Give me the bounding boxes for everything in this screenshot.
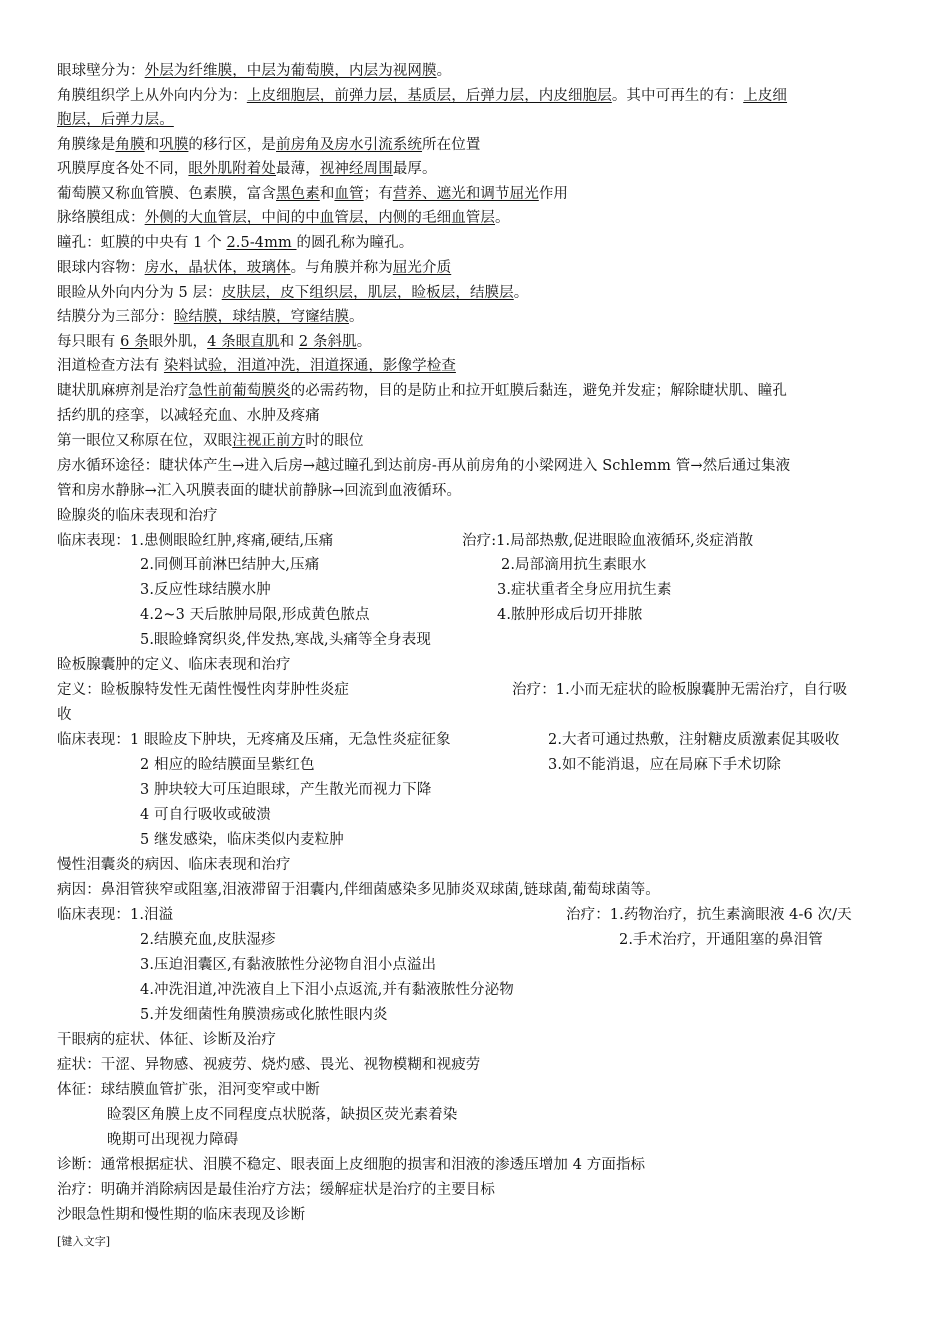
text-line [57, 61, 451, 81]
section-heading [57, 1030, 276, 1050]
text-run: 3.压迫泪囊区,有黏液脓性分泌物自泪小点溢出 [140, 957, 437, 973]
underlined-term: 血管 [334, 186, 364, 202]
text-run: ；有 [363, 186, 393, 202]
text-line [57, 406, 320, 426]
text-run: 括约肌的痉挛，以减轻充血、水肿及疼痛 [57, 408, 320, 424]
text-line [57, 431, 364, 451]
text-run: 。 [495, 210, 510, 226]
text-line [57, 705, 72, 725]
underlined-term: 注视正前方 [232, 433, 306, 449]
text-run: 收 [57, 707, 72, 723]
underlined-term: 2.5-4mm [226, 235, 297, 251]
text-run: 角膜缘是 [57, 137, 116, 153]
text-line [140, 580, 271, 600]
text-line [107, 1105, 457, 1125]
text-line [140, 1005, 388, 1025]
text-run: 治疗:1.局部热敷,促进眼睑血液循环,炎症消散 [462, 533, 754, 549]
text-run: 3.反应性球结膜水肿 [140, 582, 271, 598]
underlined-term: 上皮细 [743, 88, 788, 104]
text-run: 4.脓肿形成后切开排脓 [497, 607, 643, 623]
text-line [57, 307, 364, 327]
text-run: 睑腺炎的临床表现和治疗 [57, 508, 218, 524]
underlined-term: 角膜 [115, 137, 145, 153]
text-run: 巩膜厚度各处不同， [57, 161, 189, 177]
text-run: 临床表现：1.泪溢 [57, 907, 174, 923]
text-line [140, 830, 344, 850]
text-line [548, 730, 839, 750]
underlined-term: 外侧的大血管层，中间的中血管层，内侧的毛细血管层 [144, 210, 496, 226]
underlined-term: 前房角及房水引流系统 [276, 137, 423, 153]
text-line [57, 1055, 480, 1075]
text-line [57, 258, 451, 278]
text-line [57, 1080, 320, 1100]
text-line [512, 680, 847, 700]
text-line [107, 1130, 238, 1150]
text-run: 临床表现：1.患侧眼睑红肿,疼痛,硬结,压痛 [57, 533, 334, 549]
text-run: 干眼病的症状、体征、诊断及治疗 [57, 1032, 276, 1048]
text-run: 治疗：明确并消除病因是最佳治疗方法；缓解症状是治疗的主要目标 [57, 1182, 495, 1198]
underlined-term: 2 条斜肌 [298, 334, 357, 350]
text-run: 2 相应的睑结膜面呈紫红色 [140, 757, 315, 773]
text-run: 第一眼位又称原在位，双眼 [57, 433, 233, 449]
text-line [57, 481, 461, 501]
text-run: 睫状肌麻痹剂是治疗 [57, 383, 189, 399]
underlined-term: 睑结膜，球结膜，穹窿结膜 [173, 309, 350, 325]
text-line [57, 1180, 495, 1200]
text-run: 沙眼急性期和慢性期的临床表现及诊断 [57, 1207, 306, 1223]
text-run: 房水循环途径：睫状体产生→进入后房→越过瞳孔到达前房-再从前房角的小梁网进入 Schlemm 管→然后通过集液 [57, 458, 791, 474]
text-line [497, 580, 672, 600]
text-run: 的移行区，是 [188, 137, 277, 153]
text-run: 诊断：通常根据症状、泪膜不稳定、眼表面上皮细胞的损害和泪液的渗透压增加 4 方面指标 [57, 1157, 646, 1173]
underlined-term: 胞层，后弹力层。 [57, 112, 174, 128]
text-line [548, 755, 781, 775]
text-run: 。与角膜并称为 [290, 260, 393, 276]
text-run: 时的眼位 [305, 433, 364, 449]
text-line [140, 930, 276, 950]
text-run: 睑板腺囊肿的定义、临床表现和治疗 [57, 657, 291, 673]
text-run: 的圆孔称为瞳孔。 [296, 235, 414, 251]
text-line [57, 531, 333, 551]
text-run: 慢性泪囊炎的病因、临床表现和治疗 [57, 857, 291, 873]
footer-placeholder: [键入文字] [57, 1235, 111, 1248]
text-line [57, 135, 480, 155]
text-run: 的必需药物，目的是防止和拉开虹膜后黏连，避免并发症；解除睫状肌、瞳孔 [290, 383, 788, 399]
text-run: 治疗：1.小而无症状的睑板腺囊肿无需治疗，自行吸 [512, 682, 848, 698]
text-line [140, 780, 431, 800]
text-run: 泪道检查方法有 [57, 358, 164, 374]
text-line [57, 233, 413, 253]
underlined-term: 外层为纤维膜，中层为葡萄膜，内层为视网膜 [144, 63, 437, 79]
underlined-term: 视神经周围 [319, 161, 393, 177]
text-line [57, 86, 787, 106]
underlined-term: 皮肤层，皮下组织层，肌层，睑板层，结膜层 [221, 285, 514, 301]
text-line [57, 880, 660, 900]
text-line [57, 730, 451, 750]
text-run: 3 肿块较大可压迫眼球，产生散光而视力下降 [140, 782, 432, 798]
text-line [57, 283, 528, 303]
text-line [57, 381, 787, 401]
section-heading [57, 1205, 305, 1225]
text-run: 睑裂区角膜上皮不同程度点状脱落，缺损区荧光素着染 [107, 1107, 458, 1123]
text-run: 结膜分为三部分： [57, 309, 174, 325]
text-run: 作用 [538, 186, 569, 202]
text-line [619, 930, 823, 950]
text-run: 眼睑从外向内分为 5 层： [57, 285, 222, 301]
text-line [57, 456, 790, 476]
underlined-term: 房水，晶状体，玻璃体 [144, 260, 291, 276]
text-run: 。 [513, 285, 529, 301]
text-run: 眼外肌， [148, 334, 208, 350]
section-heading [57, 855, 291, 875]
underlined-term: 营养、遮光和调节屈光 [392, 186, 539, 202]
text-run: 和 [319, 186, 335, 202]
text-run: 。 [436, 63, 452, 79]
text-run: 体征：球结膜血管扩张，泪河变窄或中断 [57, 1082, 320, 1098]
text-line [57, 184, 568, 204]
text-line [57, 110, 174, 130]
underlined-term: 6 条 [120, 334, 149, 350]
underlined-term: 黑色素 [276, 186, 320, 202]
text-run: 临床表现：1 眼睑皮下肿块，无疼痛及压痛，无急性炎症征象 [57, 732, 451, 748]
text-line [140, 955, 436, 975]
text-line [497, 605, 642, 625]
underlined-term: 4 条眼直肌 [207, 334, 280, 350]
text-run: 5.并发细菌性角膜溃疡或化脓性眼内炎 [140, 1007, 388, 1023]
text-line [140, 805, 271, 825]
text-run: 和 [279, 334, 299, 350]
text-run: 5.眼睑蜂窝织炎,伴发热,寒战,头痛等全身表现 [140, 632, 431, 648]
text-line [57, 208, 510, 228]
text-run: 2.手术治疗，开通阻塞的鼻泪管 [619, 932, 823, 948]
text-run: 2.大者可通过热敷，注射糖皮质激素促其吸收 [548, 732, 840, 748]
text-run: 所在位置 [422, 137, 481, 153]
text-line [57, 332, 371, 352]
underlined-term: 屈光介质 [392, 260, 452, 276]
text-line [57, 159, 437, 179]
text-run: 。 [349, 309, 364, 325]
underlined-term: 急性前葡萄膜炎 [188, 383, 291, 399]
text-line [140, 630, 431, 650]
underlined-term: 眼外肌附着处 [188, 161, 277, 177]
text-line [140, 605, 370, 625]
text-line [140, 980, 514, 1000]
text-line [462, 531, 753, 551]
text-run: 晚期可出现视力障碍 [107, 1132, 239, 1148]
text-run: 。 [356, 334, 372, 350]
underlined-term: 染料试验，泪道冲洗，泪道探通，影像学检查 [163, 358, 456, 374]
text-run: 葡萄膜又称血管膜、色素膜，富含 [57, 186, 276, 202]
text-run: 4.冲洗泪道,冲洗液自上下泪小点返流,并有黏液脓性分泌物 [140, 982, 514, 998]
text-run: 瞳孔：虹膜的中央有 1 个 [57, 235, 227, 251]
text-run: 最薄， [276, 161, 320, 177]
text-run: 4 可自行吸收或破溃 [140, 807, 271, 823]
text-line [140, 755, 315, 775]
section-heading [57, 655, 291, 675]
text-run: 2.结膜充血,皮肤湿疹 [140, 932, 276, 948]
text-run: 3.如不能消退，应在局麻下手术切除 [548, 757, 782, 773]
underlined-term: 巩膜 [159, 137, 189, 153]
text-run: 和 [144, 137, 160, 153]
text-run: 定义：睑板腺特发性无菌性慢性肉芽肿性炎症 [57, 682, 349, 698]
text-run: 3.症状重者全身应用抗生素 [497, 582, 672, 598]
text-line [57, 680, 349, 700]
text-run: 眼球内容物： [57, 260, 145, 276]
underlined-term: 上皮细胞层，前弹力层，基质层，后弹力层，内皮细胞层 [246, 88, 612, 104]
text-run: 治疗：1.药物治疗，抗生素滴眼液 4-6 次/天 [566, 907, 852, 923]
text-run: 每只眼有 [57, 334, 121, 350]
text-line [57, 1155, 645, 1175]
section-heading [57, 506, 218, 526]
text-run: 症状：干涩、异物感、视疲劳、烧灼感、畏光、视物模糊和视疲劳 [57, 1057, 481, 1073]
text-run: 脉络膜组成： [57, 210, 145, 226]
text-run: 2.同侧耳前淋巴结肿大,压痛 [140, 557, 320, 573]
text-line [566, 905, 852, 925]
text-run: 2.局部滴用抗生素眼水 [501, 557, 647, 573]
text-line [57, 356, 456, 376]
text-run: 角膜组织学上从外向内分为： [57, 88, 247, 104]
text-line [140, 555, 319, 575]
text-line [57, 905, 173, 925]
text-run: 最厚。 [392, 161, 437, 177]
text-run: 管和房水静脉→汇入巩膜表面的睫状前静脉→回流到血液循环。 [57, 483, 462, 499]
text-run: 眼球壁分为： [57, 63, 145, 79]
text-run: 。其中可再生的有： [611, 88, 744, 104]
text-run: 病因：鼻泪管狭窄或阻塞,泪液滞留于泪囊内,伴细菌感染多见肺炎双球菌,链球菌,葡萄球菌等。 [57, 882, 660, 898]
text-run: 5 继发感染，临床类似内麦粒肿 [140, 832, 344, 848]
text-line [501, 555, 646, 575]
text-run: 4.2~3 天后脓肿局限,形成黄色脓点 [140, 607, 370, 623]
